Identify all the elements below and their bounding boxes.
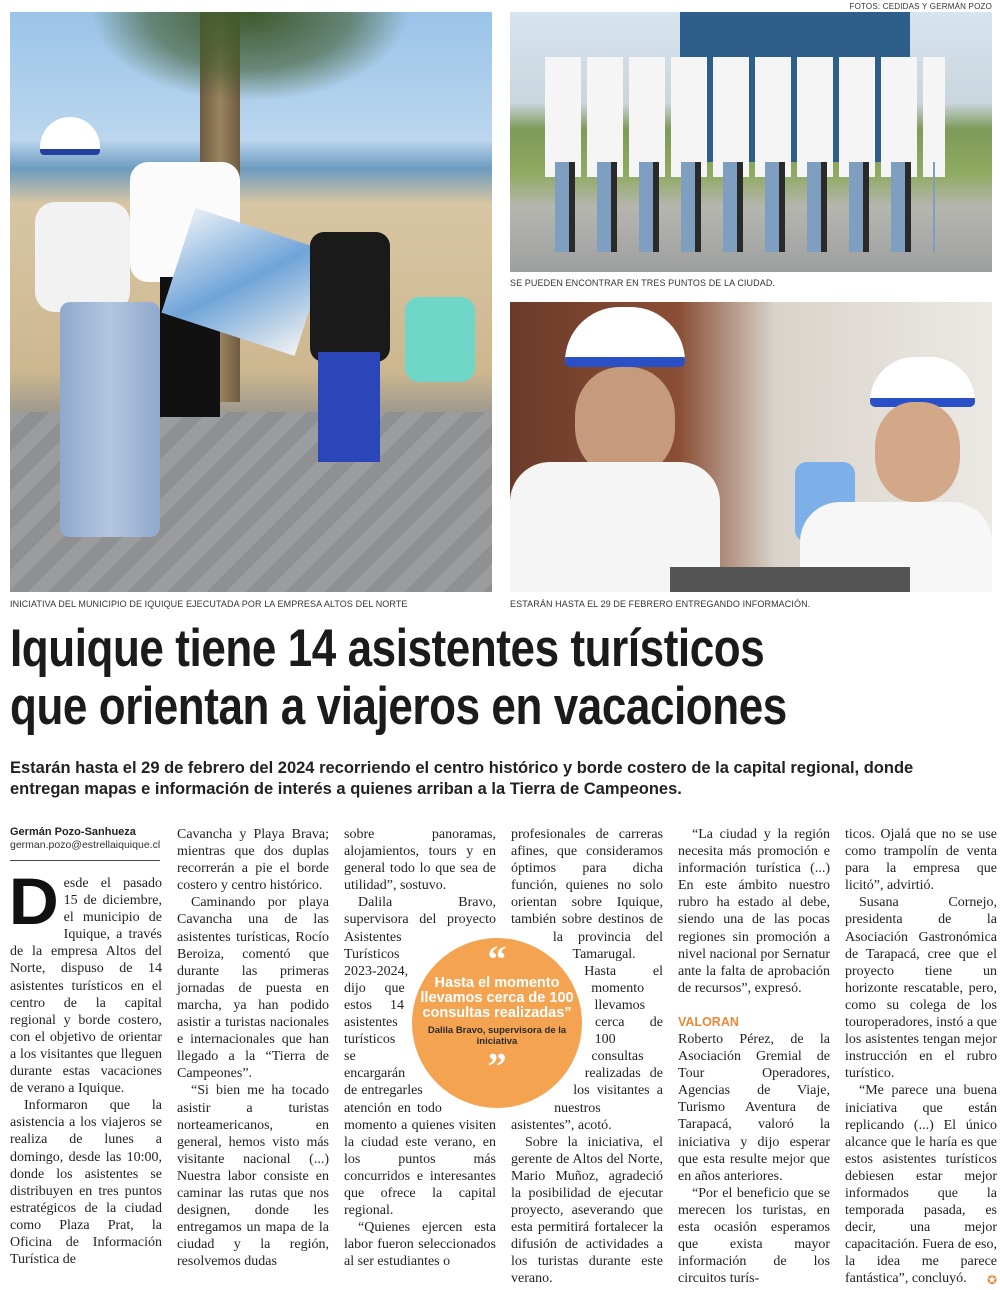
main-photo-caption: INICIATIVA DEL MUNICIPIO DE IQUIQUE EJECUTADA POR LA EMPRESA ALTOS DEL NORTE <box>10 599 408 609</box>
paragraph-text: Caminando por playa Cavancha una de las asistentes turísticas, Rocío Beroiza, comentó que durante las primeras jornadas de puesta en marcha, ya han podido asistir a turistas nacionales e internacionales que han llegado a la “Tierra de Campeones”. <box>177 895 329 1082</box>
cap <box>870 357 975 407</box>
article-paragraph <box>678 1185 830 1288</box>
cap <box>565 307 685 367</box>
pull-quote-text: Hasta el momento llevamos cerca de 100 consultas realizadas” <box>420 975 574 1021</box>
person-shirt <box>35 202 130 312</box>
paragraph-text: profesionales de carreras afines, que consideramos óptimos para dicha función, quienes no solo orientan sobre Iquique, también sobre destinos de la provincia del Tamarugal. Hasta el momento llevamos cerca de 100 consultas realizadas de los visitantes a nuestros asistentes”, acotó. <box>511 827 663 1133</box>
cap <box>40 117 100 155</box>
column-1 <box>10 826 162 1290</box>
article-paragraph <box>177 1082 329 1270</box>
byline-email[interactable]: german.pozo@estrellaiquique.cl <box>10 839 161 851</box>
byline-divider <box>10 860 160 861</box>
photo-group-assistants <box>510 12 992 272</box>
person-top <box>310 232 390 362</box>
article-paragraph <box>177 894 329 1082</box>
article-paragraph <box>177 826 329 894</box>
article-paragraph <box>678 1031 830 1185</box>
article-paragraph <box>511 1134 663 1288</box>
face <box>875 402 960 502</box>
paragraph-text: Susana Cornejo, presidenta de la Asociación Gastronómica de Tarapacá, cree que el proyecto tiene un horizonte rescatable, pero, como su colega de los touroperadores, instó a que los asistentes tengan mejor instrucción en el rubro turístico. <box>845 895 997 1082</box>
paragraph-text: Dalila Bravo, supervisora del proyecto Asistentes Turísticos 2023-2024, dijo que estos 14 asistentes turísticos se encargarán de entregarles atención en todo momento a quienes visiten la ciudad este verano, en los puntos más concurridos e interesantes que ofrece la capital regional. <box>344 895 496 1219</box>
headline <box>10 620 923 736</box>
laptop <box>670 567 910 592</box>
close-quote-icon: ” <box>487 1046 507 1088</box>
group-pants <box>555 162 935 252</box>
paragraph-text: “Me parece una buena iniciativa que están replicando (...) El único alcance que le haría es que estos asistentes turísticos debiesen estar mejor informados que la temporada pasada, es decir, una mejor capacitación. Fuera de eso, la idea me parece fantástica”, concluyó. <box>845 1083 997 1287</box>
person-jeans <box>60 302 160 537</box>
column-6 <box>845 826 997 1290</box>
paragraph-text: Informaron que la asistencia a los viajeros se realiza de lunes a domingo, desde las 10:00, donde los asistentes se distribuyen en tres puntos estratégicos de la ciudad como Plaza Prat, la Oficina de Información Turística de <box>10 1098 162 1268</box>
headline-line-2: que orientan a viajeros en vacaciones <box>10 677 787 736</box>
deck-subtitle: Estarán hasta el 29 de febrero del 2024 recorriendo el centro histórico y borde costero de la capital regional, donde entregan mapas e información de interés a quienes arriban a la Tierra de Campeones. <box>10 759 914 798</box>
drop-cap: D <box>8 864 59 938</box>
paragraph-text: Sobre la iniciativa, el gerente de Altos del Norte, Mario Muñoz, agradeció la posibilidad de ejecutar proyecto, aseverando que esta permitirá fortalecer la difusión de actividades a los turistas durante este verano. <box>511 1134 663 1287</box>
article-paragraph <box>344 826 496 894</box>
palm-leaves <box>90 12 410 102</box>
face <box>575 367 675 477</box>
group-white-shirts <box>545 57 945 177</box>
column-2 <box>177 826 329 1290</box>
open-quote-icon: “ <box>487 939 507 981</box>
paragraph-text: “Si bien me ha tocado asistir a turistas norteamericanos, en general, hemos visto más visitante nacional (...) Nuestra labor consiste en caminar las rutas que nos designen, donde les entregamos un mapa de la ciudad y la región, resolvemos dudas <box>177 1083 329 1270</box>
column-4 <box>511 826 663 1290</box>
article-paragraph <box>344 1219 496 1270</box>
article-paragraph <box>845 894 997 1082</box>
duo-photo-caption: ESTARÁN HASTA EL 29 DE FEBRERO ENTREGANDO INFORMACIÓN. <box>510 599 811 609</box>
paragraph-text: ticos. Ojalá que no se use como trampolín de venta para la empresa que licitó”, advirtió. <box>845 827 997 894</box>
photo-credit: FOTOS: CEDIDAS Y GERMÁN POZO <box>849 2 992 11</box>
paragraph-text: “Quienes ejercen esta labor fueron seleccionados al ser estudiantes o <box>344 1220 496 1270</box>
end-mark-icon: ✪ <box>986 1273 997 1288</box>
article-paragraph <box>10 1097 162 1268</box>
group-photo-caption: SE PUEDEN ENCONTRAR EN TRES PUNTOS DE LA CIUDAD. <box>510 278 776 288</box>
girl-swimsuit <box>405 297 475 382</box>
byline-author: Germán Pozo-Sanhueza <box>10 826 136 838</box>
paragraph-text: Roberto Pérez, de la Asociación Gremial de Tour Operadores, Agencias de Viaje, Turismo Aventura de Tarapacá, valoró la iniciativa y dijo esperar que esta resulte mejor que en años anteriores. <box>678 1031 830 1184</box>
article-body <box>8 826 997 1288</box>
article-paragraph <box>8 864 162 1097</box>
paragraph-text: Cavancha y Playa Brava; mientras que dos duplas recorrerán a pie el borde costero y centro histórico. <box>177 827 329 894</box>
section-subhead: VALORAN <box>678 1014 739 1029</box>
photo-two-assistants <box>510 302 992 592</box>
article-paragraph <box>678 826 830 997</box>
article-paragraph <box>845 826 997 894</box>
pull-quote-attribution: Dalila Bravo, supervisora de la iniciativa <box>427 1025 567 1047</box>
article-paragraph <box>845 1082 997 1287</box>
column-3 <box>344 826 496 1290</box>
photo-beach-assistants <box>10 12 492 592</box>
paragraph-text: “La ciudad y la región necesita más promoción e información turística (...) En este ámbito nuestro rubro ha estado al debe, siendo una de las pocas regiones sin promoción a nivel nacional por Sernatur ante la falta de aprobación de recursos”, expresó. <box>678 827 831 996</box>
paragraph-text: esde el pasado 15 de diciembre, el municipio de Iquique, a través de la empresa Altos del Norte, dispuso de 14 asistentes turísticos en el centro de la capital regional y borde costero, con el objetivo de orientar a los visitantes que lleguen durante estas vacaciones de verano a Iquique. <box>10 876 162 1097</box>
headline-line-1: Iquique tiene 14 asistentes turísticos <box>10 619 765 678</box>
person-pants <box>318 352 380 462</box>
paragraph-text: “Por el beneficio que se merecen los turistas, en esta ocasión esperamos que exista mayor información de los circuitos turís- <box>678 1185 830 1287</box>
paragraph-text: sobre panoramas, alojamientos, tours y en general todo lo que sea de utilidad”, sostuvo. <box>344 827 496 894</box>
column-5 <box>678 826 830 1290</box>
